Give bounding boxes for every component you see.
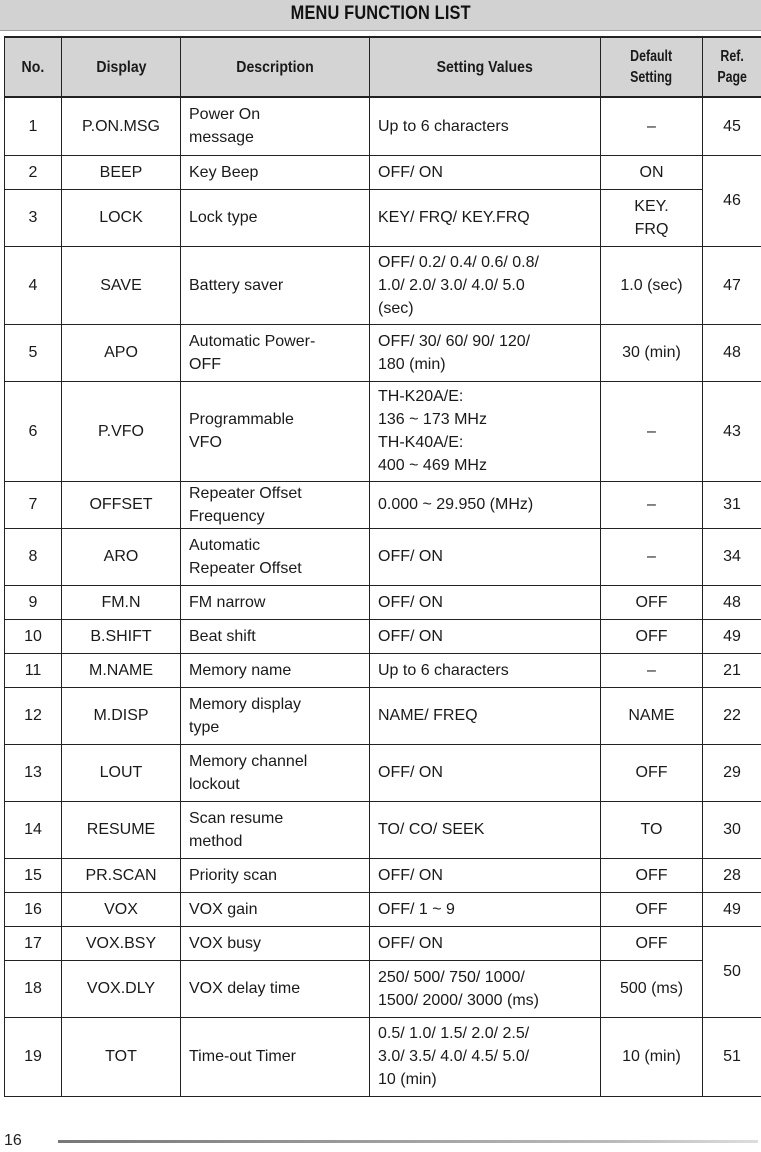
cell-display: B.SHIFT: [62, 619, 181, 653]
cell-default-setting-line: OFF: [635, 593, 668, 611]
cell-description-line: Programmable: [189, 411, 294, 428]
cell-description: [181, 619, 370, 653]
page-number: 16: [4, 1132, 22, 1149]
cell-setting-values-line: OFF/ 30/ 60/ 90/ 120/: [378, 332, 531, 350]
header-no: No.: [5, 37, 62, 97]
cell-description: [181, 585, 370, 619]
cell-description-line: FM narrow: [189, 593, 266, 611]
cell-description-line: message: [189, 129, 254, 147]
cell-description: [181, 926, 370, 960]
table-row: [5, 653, 761, 687]
cell-ref-page: 31: [703, 481, 761, 528]
cell-display: APO: [62, 324, 181, 381]
cell-default-setting: [601, 960, 703, 1017]
cell-default-setting-line: OFF: [635, 866, 668, 884]
cell-description: [181, 528, 370, 585]
cell-default-setting: [601, 619, 703, 653]
cell-display: M.DISP: [62, 687, 181, 744]
cell-description-line: Beat shift: [189, 627, 256, 645]
cell-setting-values-line: OFF/ ON: [378, 163, 443, 181]
cell-default-setting-line: 1.0 (sec): [620, 276, 683, 294]
cell-setting-values: [370, 381, 601, 481]
cell-no: 18: [5, 960, 62, 1017]
cell-setting-values-line: 1.0/ 2.0/ 3.0/ 4.0/ 5.0: [378, 276, 525, 294]
table-row: [5, 1017, 761, 1096]
cell-description-line: VOX busy: [189, 934, 262, 952]
cell-setting-values: [370, 619, 601, 653]
table-row: [5, 585, 761, 619]
cell-setting-values: [370, 97, 601, 155]
cell-description-line: Memory name: [189, 661, 292, 679]
cell-setting-values: [370, 528, 601, 585]
cell-setting-values-line: 0.000 ~ 29.950 (MHz): [378, 496, 534, 513]
cell-description: [181, 155, 370, 189]
cell-no: 7: [5, 481, 62, 528]
cell-ref-page: 45: [703, 97, 761, 155]
cell-setting-values-line: OFF/ 0.2/ 0.4/ 0.6/ 0.8/: [378, 253, 539, 271]
cell-default-setting: [601, 481, 703, 528]
table-row: [5, 858, 761, 892]
cell-setting-values: [370, 585, 601, 619]
cell-description-line: Key Beep: [189, 163, 259, 181]
cell-display: P.VFO: [62, 381, 181, 481]
cell-no: 1: [5, 97, 62, 155]
cell-description-line: Time-out Timer: [189, 1048, 296, 1065]
cell-setting-values-line: OFF/ ON: [378, 593, 443, 611]
cell-default-setting: [601, 1017, 703, 1096]
cell-setting-values: [370, 687, 601, 744]
cell-no: 3: [5, 189, 62, 246]
cell-display: VOX.BSY: [62, 926, 181, 960]
header-setting-values: Setting Values: [370, 37, 601, 97]
cell-display: LOUT: [62, 744, 181, 801]
cell-description-line: lockout: [189, 775, 240, 793]
cell-ref-page: 30: [703, 801, 761, 858]
cell-ref-page: 46: [703, 155, 761, 246]
cell-display: VOX: [62, 892, 181, 926]
cell-setting-values-line: TH-K40A/E:: [378, 434, 464, 451]
footer-rule: [58, 1140, 758, 1143]
cell-setting-values: [370, 481, 601, 528]
cell-default-setting: [601, 653, 703, 687]
cell-default-setting-line: KEY.: [634, 197, 669, 215]
cell-default-setting: [601, 528, 703, 585]
cell-setting-values: [370, 960, 601, 1017]
table-row: [5, 744, 761, 801]
cell-setting-values: [370, 801, 601, 858]
cell-display: BEEP: [62, 155, 181, 189]
cell-display: PR.SCAN: [62, 858, 181, 892]
cell-default-setting: [601, 324, 703, 381]
cell-setting-values: [370, 653, 601, 687]
cell-description: [181, 801, 370, 858]
cell-default-setting-line: NAME: [628, 707, 675, 724]
cell-setting-values-line: 3.0/ 3.5/ 4.0/ 4.5/ 5.0/: [378, 1048, 530, 1065]
cell-setting-values: [370, 189, 601, 246]
cell-setting-values-line: 180 (min): [378, 355, 446, 373]
table-row: [5, 619, 761, 653]
cell-display: RESUME: [62, 801, 181, 858]
menu-function-table: [4, 36, 761, 1097]
cell-no: 2: [5, 155, 62, 189]
cell-default-setting-line: OFF: [635, 934, 668, 952]
cell-description-line: Repeater Offset: [189, 484, 302, 502]
cell-setting-values-line: 0.5/ 1.0/ 1.5/ 2.0/ 2.5/: [378, 1025, 530, 1042]
cell-ref-page: 49: [703, 619, 761, 653]
cell-default-setting-line: –: [647, 422, 656, 440]
cell-ref-page: 49: [703, 892, 761, 926]
cell-default-setting-line: 30 (min): [622, 344, 681, 361]
cell-no: 15: [5, 858, 62, 892]
cell-setting-values-line: TO/ CO/ SEEK: [378, 821, 485, 838]
cell-default-setting: [601, 585, 703, 619]
cell-default-setting: [601, 858, 703, 892]
cell-setting-values-line: 136 ~ 173 MHz: [378, 411, 487, 428]
cell-ref-page: 21: [703, 653, 761, 687]
cell-description: [181, 189, 370, 246]
cell-description: [181, 97, 370, 155]
cell-no: 12: [5, 687, 62, 744]
cell-no: 19: [5, 1017, 62, 1096]
cell-description: [181, 481, 370, 528]
cell-no: 9: [5, 585, 62, 619]
cell-description: [181, 858, 370, 892]
cell-setting-values-line: OFF/ ON: [378, 548, 443, 565]
cell-setting-values-line: 400 ~ 469 MHz: [378, 457, 487, 474]
cell-display: TOT: [62, 1017, 181, 1096]
cell-setting-values-line: 1500/ 2000/ 3000 (ms): [378, 991, 539, 1009]
cell-description: [181, 744, 370, 801]
cell-ref-page: 34: [703, 528, 761, 585]
cell-setting-values: [370, 926, 601, 960]
cell-no: 13: [5, 744, 62, 801]
cell-display: VOX.DLY: [62, 960, 181, 1017]
cell-default-setting-line: OFF: [635, 900, 668, 918]
cell-setting-values: [370, 892, 601, 926]
cell-description: [181, 324, 370, 381]
cell-setting-values-line: (sec): [378, 299, 414, 317]
table-row: [5, 687, 761, 744]
table-row: [5, 246, 761, 324]
table-row: [5, 381, 761, 481]
cell-setting-values-line: Up to 6 characters: [378, 117, 509, 135]
cell-default-setting-line: –: [647, 661, 656, 679]
cell-default-setting-line: TO: [640, 821, 663, 838]
cell-description: [181, 653, 370, 687]
table-row: [5, 324, 761, 381]
cell-default-setting: [601, 892, 703, 926]
cell-description-line: VOX delay time: [189, 980, 301, 997]
cell-setting-values-line: OFF/ ON: [378, 627, 443, 645]
cell-setting-values-line: OFF/ 1 ~ 9: [378, 900, 455, 918]
cell-display: LOCK: [62, 189, 181, 246]
cell-setting-values-line: OFF/ ON: [378, 866, 443, 884]
cell-ref-page: 29: [703, 744, 761, 801]
cell-description-line: VOX gain: [189, 900, 258, 918]
cell-setting-values-line: NAME/ FREQ: [378, 707, 478, 724]
cell-setting-values: [370, 1017, 601, 1096]
header-description: Description: [181, 37, 370, 97]
cell-no: 11: [5, 653, 62, 687]
cell-description-line: Power On: [189, 106, 261, 124]
cell-setting-values-line: OFF/ ON: [378, 764, 443, 781]
table-row: [5, 892, 761, 926]
cell-description-line: VFO: [189, 434, 222, 451]
cell-no: 4: [5, 246, 62, 324]
cell-default-setting-line: –: [647, 117, 656, 135]
cell-display: OFFSET: [62, 481, 181, 528]
header-default-setting: Default Setting: [601, 37, 703, 97]
cell-no: 5: [5, 324, 62, 381]
cell-no: 8: [5, 528, 62, 585]
header-display: Display: [62, 37, 181, 97]
cell-description-line: Repeater Offset: [189, 559, 302, 577]
cell-default-setting: [601, 97, 703, 155]
cell-display: FM.N: [62, 585, 181, 619]
cell-description-line: Battery saver: [189, 276, 284, 294]
cell-ref-page: 48: [703, 585, 761, 619]
cell-setting-values: [370, 744, 601, 801]
cell-description-line: Frequency: [189, 507, 265, 525]
cell-default-setting-line: OFF: [635, 627, 668, 645]
cell-default-setting: [601, 246, 703, 324]
cell-ref-page: 28: [703, 858, 761, 892]
page-title: MENU FUNCTION LIST: [290, 3, 471, 24]
cell-description-line: Lock type: [189, 209, 258, 226]
header-ref-page: Ref. Page: [703, 37, 761, 97]
table-row: [5, 189, 761, 246]
cell-description: [181, 687, 370, 744]
cell-ref-page: 51: [703, 1017, 761, 1096]
cell-description: [181, 246, 370, 324]
title-bar: [0, 0, 761, 31]
cell-setting-values-line: KEY/ FRQ/ KEY.FRQ: [378, 209, 530, 226]
cell-description: [181, 1017, 370, 1096]
cell-display: ARO: [62, 528, 181, 585]
cell-setting-values-line: Up to 6 characters: [378, 661, 509, 679]
cell-no: 14: [5, 801, 62, 858]
cell-ref-page: 43: [703, 381, 761, 481]
cell-default-setting-line: ON: [639, 163, 664, 181]
cell-description-line: Automatic: [189, 536, 261, 554]
cell-default-setting: [601, 155, 703, 189]
cell-default-setting: [601, 926, 703, 960]
cell-default-setting: [601, 189, 703, 246]
cell-description-line: Memory display: [189, 695, 302, 713]
cell-description: [181, 381, 370, 481]
cell-default-setting: [601, 381, 703, 481]
cell-default-setting-line: 500 (ms): [619, 980, 684, 997]
cell-description-line: type: [189, 718, 220, 736]
table-row: [5, 926, 761, 960]
cell-no: 16: [5, 892, 62, 926]
cell-ref-page: 22: [703, 687, 761, 744]
header-row: [5, 37, 761, 97]
table-row: [5, 960, 761, 1017]
cell-setting-values: [370, 246, 601, 324]
cell-default-setting-line: 10 (min): [622, 1048, 681, 1065]
cell-description-line: Memory channel: [189, 752, 308, 770]
cell-default-setting-line: –: [647, 548, 656, 565]
cell-setting-values-line: 10 (min): [378, 1071, 437, 1088]
cell-setting-values-line: 250/ 500/ 750/ 1000/: [378, 968, 525, 986]
cell-default-setting: [601, 801, 703, 858]
cell-description-line: Scan resume: [189, 809, 284, 827]
table-row: [5, 97, 761, 155]
cell-no: 6: [5, 381, 62, 481]
cell-description-line: OFF: [189, 355, 221, 373]
cell-default-setting-line: –: [647, 496, 656, 513]
cell-setting-values: [370, 155, 601, 189]
cell-description-line: Automatic Power-: [189, 332, 316, 350]
cell-ref-page: 47: [703, 246, 761, 324]
table-row: [5, 528, 761, 585]
cell-display: SAVE: [62, 246, 181, 324]
table-row: [5, 481, 761, 528]
cell-display: M.NAME: [62, 653, 181, 687]
cell-default-setting: [601, 744, 703, 801]
cell-setting-values-line: TH-K20A/E:: [378, 388, 464, 405]
table-row: [5, 155, 761, 189]
cell-description-line: Priority scan: [189, 866, 278, 884]
cell-default-setting-line: FRQ: [634, 220, 669, 238]
cell-no: 17: [5, 926, 62, 960]
cell-no: 10: [5, 619, 62, 653]
cell-ref-page: 50: [703, 926, 761, 1017]
table-row: [5, 801, 761, 858]
cell-default-setting: [601, 687, 703, 744]
cell-display: P.ON.MSG: [62, 97, 181, 155]
cell-description: [181, 960, 370, 1017]
cell-ref-page: 48: [703, 324, 761, 381]
cell-setting-values: [370, 858, 601, 892]
cell-default-setting-line: OFF: [635, 764, 668, 781]
cell-description-line: method: [189, 832, 243, 850]
cell-setting-values: [370, 324, 601, 381]
cell-description: [181, 892, 370, 926]
cell-setting-values-line: OFF/ ON: [378, 934, 443, 952]
